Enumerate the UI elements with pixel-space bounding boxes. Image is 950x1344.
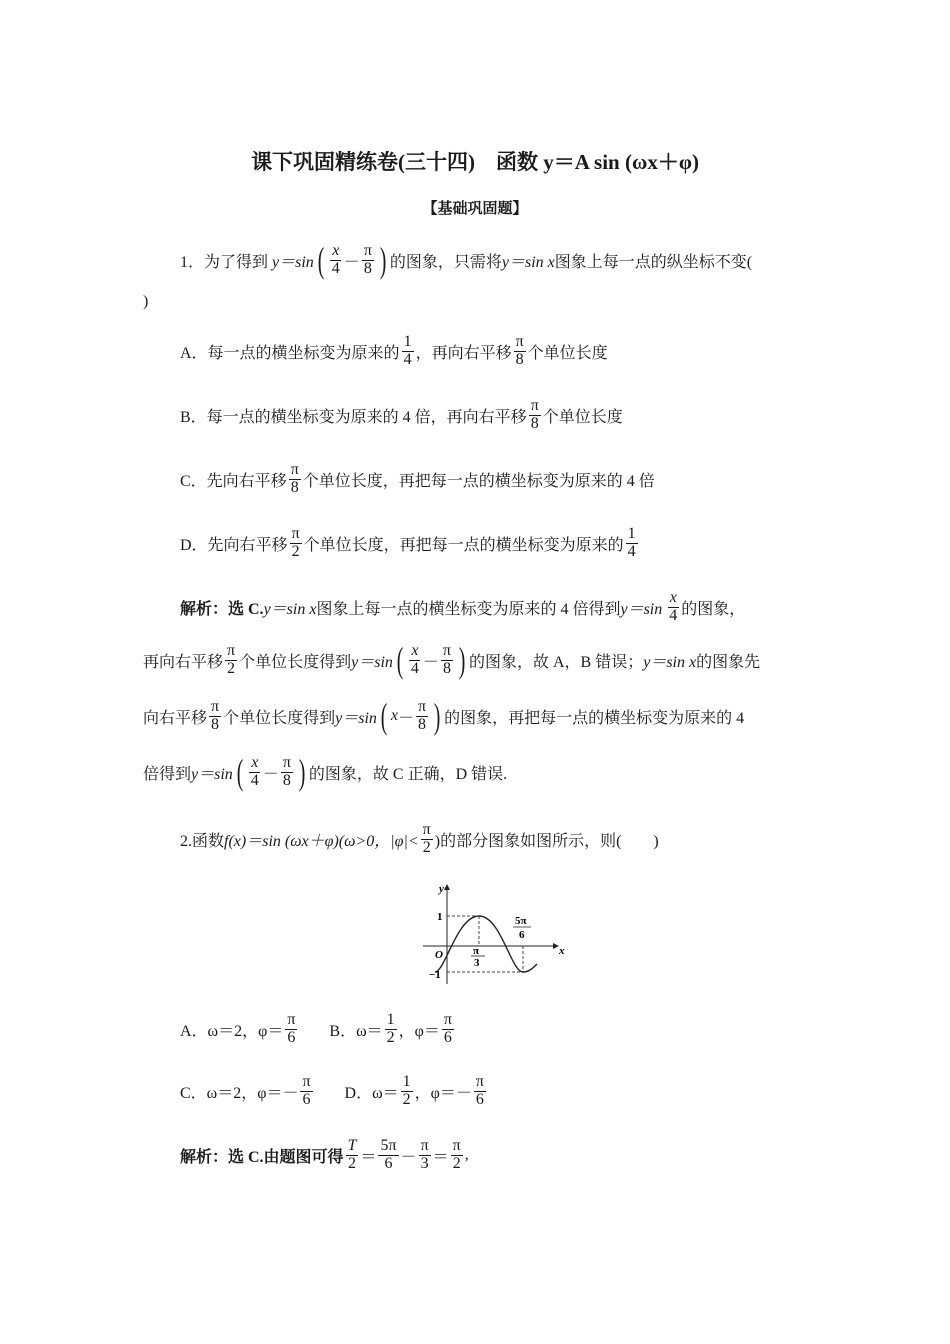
option-1b: B．每一点的横坐标变为原来的 4 倍，再向右平移 $\frac{\pi}{8}$ 个单位长度 xyxy=(180,397,623,432)
tick-label-neg1: −1 xyxy=(429,969,441,981)
solution-1-line-2: 再向右平移 $\frac{\pi}{2}$ 个单位长度得到 y＝sin ( $\frac{x}{4}$ － $\frac{\pi}{8}$ ) 的图象，故 A，B 错误； y＝sin x 的图象先 xyxy=(143,640,761,680)
solution-2-line-1: 解析：选 C.由题图可得 $\frac{T}{2}$ ＝ $\frac{5\pi}{6}$ － $\frac{\pi}{3}$ ＝ $\frac{\pi}{2}$ , xyxy=(180,1137,469,1172)
origin-label: O xyxy=(435,949,443,961)
question-1-stem: 1．为了得到 y＝sin ( $\frac{x}{4}$ － $\frac{\pi}{8}$ ) 的图象，只需将 y＝sin x 图象上每一点的纵坐标不变( xyxy=(180,240,753,280)
tick-label-pi3-den: 3 xyxy=(474,957,480,969)
question-2-stem: 2.函数 f(x)＝sin (ωx＋φ)(ω>0，|φ|< $\frac{\pi}{2}$ )的部分图象如图所示，则( ) xyxy=(180,821,659,856)
tick-label-5pi6-den: 6 xyxy=(519,929,525,941)
tick-label-5pi6-num: 5π xyxy=(515,915,527,927)
sine-graph-figure xyxy=(415,880,575,990)
y-axis-label: y xyxy=(439,883,444,895)
option-1a: A．每一点的横坐标变为原来的 $\frac{1}{4}$ ，再向右平移 $\frac{\pi}{8}$ 个单位长度 xyxy=(180,333,608,368)
solution-1-line-4: 倍得到 y＝sin ( $\frac{x}{4}$ － $\frac{\pi}{8}$ ) 的图象，故 C 正确，D 错误. xyxy=(143,752,508,792)
x-axis-label: x xyxy=(559,945,565,957)
option-1c: C．先向右平移 $\frac{\pi}{8}$ 个单位长度，再把每一点的横坐标变为原来的 4 倍 xyxy=(180,461,655,496)
fraction: $\frac{x}{4}$ xyxy=(331,241,340,277)
options-2-ab: A．ω＝2，φ＝ $\frac{\pi}{6}$ B．ω＝ $\frac{1}{2}$ ，φ＝ $\frac{\pi}{6}$ xyxy=(180,1011,452,1046)
tick-label-pi3-num: π xyxy=(473,945,480,957)
y-axis-arrow xyxy=(444,884,450,890)
section-heading: 【基础巩固题】 xyxy=(422,201,528,217)
solution-1-line-1: 解析：选 C. y＝sin x 图象上每一点的横坐标变为原来的 4 倍得到 y＝sin $\frac{x}{4}$ 的图象， xyxy=(180,589,746,624)
option-1d: D．先向右平移 $\frac{\pi}{2}$ 个单位长度，再把每一点的横坐标变为原来的 $\frac{1}{4}$ xyxy=(180,525,636,560)
solution-1-line-3: 向右平移 $\frac{\pi}{8}$ 个单位长度得到 y＝sin ( x － $\frac{\pi}{8}$ ) 的图象，再把每一点的横坐标变为原来的 4 xyxy=(143,696,745,736)
tick-label-1: 1 xyxy=(437,911,443,923)
page-title: 课下巩固精练卷(三十四) 函数 y＝A sin (ωx＋φ) xyxy=(251,150,699,174)
options-2-cd: C．ω＝2，φ＝－ $\frac{\pi}{6}$ D．ω＝ $\frac{1}{2}$ ，φ＝－ $\frac{\pi}{6}$ xyxy=(180,1073,484,1108)
question-1-close: ) xyxy=(143,293,149,310)
fraction: $\frac{\pi}{8}$ xyxy=(363,241,372,277)
